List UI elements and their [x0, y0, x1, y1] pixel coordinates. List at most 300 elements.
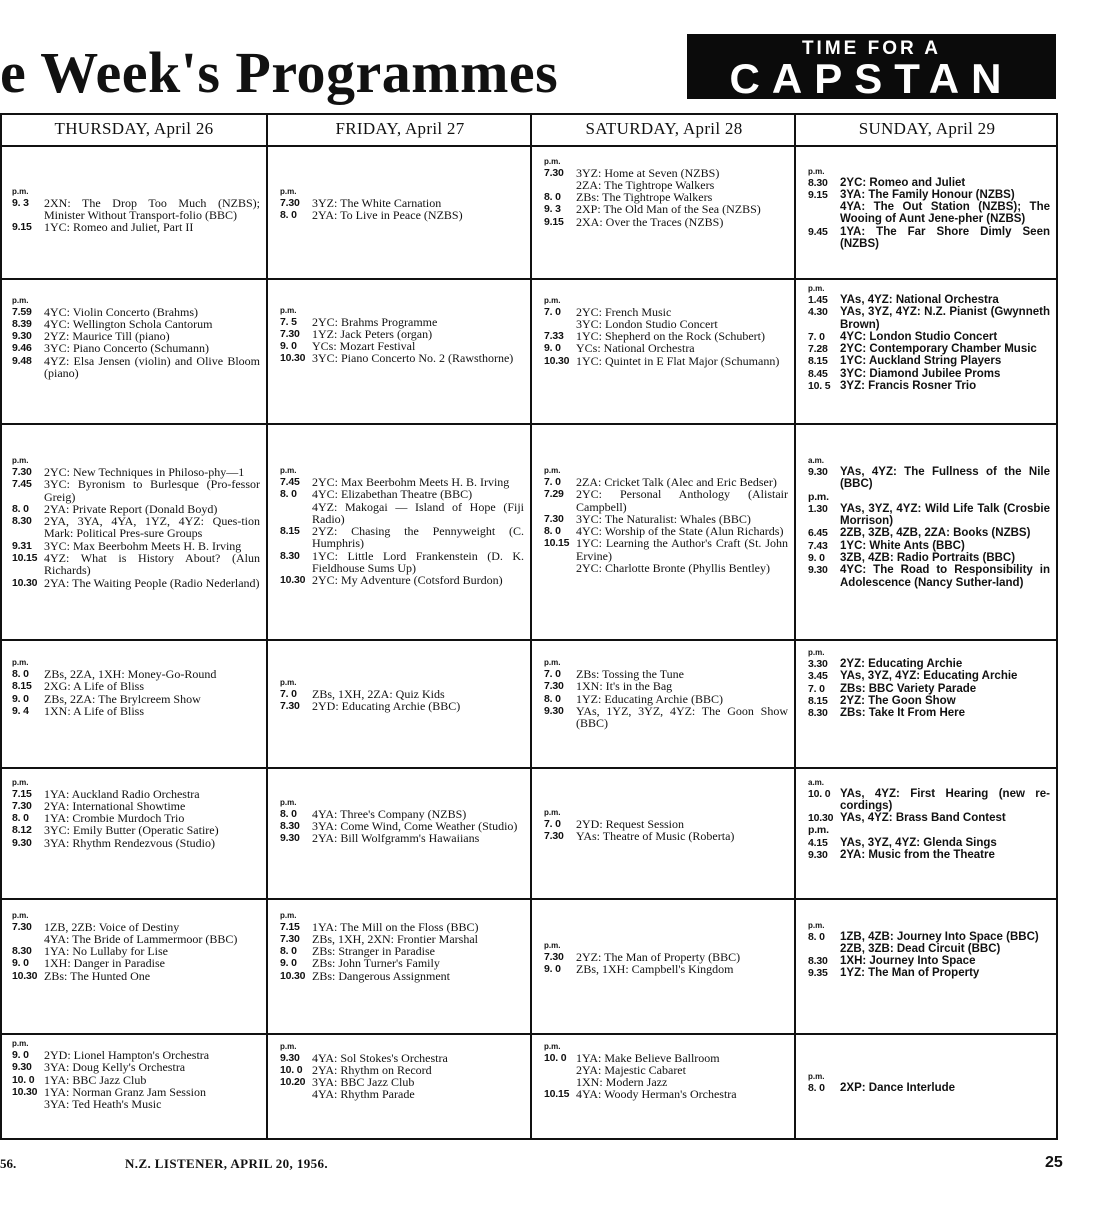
programme-entry [808, 177, 1050, 189]
programme-entry [280, 501, 524, 526]
programme-listing: 2ZA: The Tightrope Walkers [576, 177, 715, 192]
programme-listing: 2YD: Educating Archie (BBC) [312, 699, 461, 714]
programme-entry [280, 1052, 524, 1064]
broadcast-time: 10. 0 [808, 787, 831, 800]
broadcast-time: 4.15 [808, 836, 828, 849]
programme-entry [280, 700, 524, 712]
time-period-label: p.m. [808, 1071, 825, 1081]
broadcast-time: 8. 0 [12, 668, 29, 680]
broadcast-time: 7.15 [280, 920, 300, 933]
broadcast-time: 10.15 [544, 537, 570, 550]
broadcast-time: 9.48 [12, 354, 32, 367]
broadcast-time [544, 318, 576, 330]
programme-entry [808, 306, 1050, 331]
programme-listing: 2XA: Over the Traces (NZBS) [576, 214, 724, 229]
broadcast-time: 7.30 [280, 700, 300, 713]
broadcast-time: 10. 0 [280, 1063, 303, 1076]
broadcast-time: 9.30 [12, 330, 32, 343]
time-period-label: p.m. [544, 156, 561, 166]
broadcast-time: 8. 0 [544, 525, 561, 538]
programme-entry [808, 707, 1050, 719]
row-rule [0, 767, 1058, 769]
programme-listing: YAs, 1YZ, 3YZ, 4YZ: The Goon Show (BBC) [576, 703, 788, 731]
programme-entry [808, 812, 1050, 824]
broadcast-time: 9.30 [544, 704, 564, 717]
programme-cell [280, 678, 524, 713]
programme-listing: 1YC: Shepherd on the Rock (Schubert) [576, 329, 765, 344]
programme-listing: 3YZ: Home at Seven (NZBS) [576, 165, 720, 180]
programme-listing: ZBs, 1XH, 2XN: Frontier Marshal [312, 931, 478, 946]
programme-listing: 2YA: Rhythm on Record [312, 1062, 432, 1077]
broadcast-time: 8.45 [808, 367, 828, 380]
broadcast-time: 7.30 [280, 196, 300, 209]
programme-entry [808, 695, 1050, 707]
programme-entry [544, 306, 788, 318]
programme-listing: 2YA: Private Report (Donald Boyd) [44, 501, 218, 516]
broadcast-time: 9.46 [12, 342, 32, 355]
broadcast-time: 9.30 [12, 836, 32, 849]
broadcast-time [280, 1088, 312, 1100]
programme-listing: YCs: Mozart Festival [312, 339, 416, 354]
broadcast-time [544, 1076, 576, 1088]
time-period-label: p.m. [544, 295, 561, 305]
programme-listing: 1XN: Modern Jazz [576, 1075, 668, 1090]
programme-listing: 2ZA: Cricket Talk (Alec and Eric Bedser) [576, 475, 777, 489]
programme-cell [12, 187, 260, 234]
broadcast-time: 7.45 [12, 478, 32, 491]
programme-listing: 1YZ: Jack Peters (organ) [312, 326, 433, 341]
programme-entry [12, 970, 260, 982]
broadcast-time: 8.39 [12, 317, 32, 330]
programme-entry [544, 562, 788, 574]
programme-entry [12, 306, 260, 318]
row-rule [0, 423, 1058, 425]
time-period-label: p.m. [808, 284, 825, 293]
broadcast-time: 10. 5 [808, 380, 831, 393]
programme-entry [280, 316, 524, 328]
broadcast-time: 9. 3 [544, 203, 561, 216]
programme-listing: YCs: National Orchestra [576, 341, 695, 356]
programme-entry [280, 574, 524, 586]
programme-entry [280, 808, 524, 820]
programme-entry [808, 491, 1050, 503]
programme-listing: 4YA: Rhythm Parade [312, 1087, 415, 1102]
broadcast-time: 3.45 [808, 670, 828, 683]
programme-entry [544, 818, 788, 830]
broadcast-time: 8. 0 [544, 191, 561, 204]
broadcast-time: 7. 0 [808, 682, 825, 695]
programme-listing: 2YA: Bill Wolfgramm's Hawaiians [312, 831, 480, 846]
row-rule [0, 145, 1058, 147]
broadcast-time: 10.30 [808, 812, 834, 825]
time-period-label: p.m. [544, 658, 561, 667]
column-rule [1056, 115, 1058, 1138]
broadcast-time: 1.30 [808, 502, 828, 515]
programme-listing: ZBs, 2ZA: The Brylcreem Show [44, 691, 201, 706]
programme-listing: 2XN: The Drop Too Much (NZBS); Minister Without Transport-folio (BBC) [44, 195, 260, 222]
programme-entry [12, 221, 260, 233]
broadcast-time: 10.30 [280, 574, 306, 587]
programme-listing: 2YC: New Techniques in Philoso-phy—1 [44, 465, 245, 479]
programme-listing: 3YC: Max Beerbohm Meets H. B. Irving [44, 538, 242, 553]
programme-listing: ZBs: Dangerous Assignment [312, 968, 450, 983]
programme-entry [808, 343, 1050, 355]
programme-listing: 1YA: Auckland Radio Orchestra [44, 786, 200, 801]
time-period-label: p.m. [544, 807, 561, 817]
time-period-label: p.m. [12, 295, 29, 305]
broadcast-time: 7. 5 [280, 315, 297, 328]
broadcast-time: 9.35 [808, 967, 828, 980]
programme-listing: 1YC: Learning the Author's Craft (St. John Ervine) [576, 536, 788, 563]
broadcast-time: 8. 0 [280, 208, 297, 221]
row-rule [0, 898, 1058, 900]
broadcast-time: 10.15 [12, 552, 38, 565]
programme-listing: 2ZB, 3ZB: Dead Circuit (BBC) [840, 942, 1001, 955]
broadcast-time: 10.30 [12, 576, 38, 589]
programme-entry [280, 1088, 524, 1100]
programme-entry [12, 921, 260, 933]
programme-listing: 3YA: Ted Heath's Music [44, 1097, 162, 1112]
programme-listing: 3YC: Diamond Jubilee Proms [840, 367, 1001, 380]
programme-listing: 4YA: The Bride of Lammermoor (BBC) [44, 931, 238, 946]
broadcast-time: 8.30 [808, 707, 828, 720]
day-header: FRIDAY, April 27 [335, 119, 465, 138]
time-period-label: a.m. [808, 456, 825, 465]
programme-listing: 1YA: The Far Shore Dimly Seen (NZBS) [840, 225, 1050, 250]
programme-listing: 4YC: Worship of the State (Alun Richards) [576, 524, 784, 539]
broadcast-time: 7.30 [544, 512, 564, 525]
programme-listing: 2YC: Max Beerbohm Meets H. B. Irving [312, 475, 510, 489]
time-period-label: p.m. [808, 166, 825, 176]
programme-entry [280, 488, 524, 500]
broadcast-time: 7. 0 [544, 305, 561, 318]
programme-listing: 2YA: Majestic Cabaret [576, 1062, 686, 1077]
programme-entry [808, 226, 1050, 251]
programme-entry [12, 577, 260, 589]
column-rule [266, 115, 268, 1138]
broadcast-time: 9.31 [12, 539, 32, 552]
broadcast-time: 8.15 [280, 525, 300, 538]
programme-entry [808, 503, 1050, 528]
programme-listing: ZBs: Take It From Here [840, 707, 966, 720]
programme-cell [808, 1072, 1050, 1094]
programme-cell [808, 456, 1050, 589]
broadcast-time: 9. 0 [280, 340, 297, 353]
programme-cell [544, 1042, 788, 1101]
programme-entry [12, 552, 260, 577]
broadcast-time: 8.15 [808, 355, 828, 368]
programme-entry [808, 540, 1050, 552]
programme-entry [544, 705, 788, 730]
programme-listing: YAs, 4YZ: National Orchestra [840, 294, 999, 306]
broadcast-time: 8. 0 [808, 930, 825, 943]
broadcast-time: 8.30 [280, 549, 300, 562]
programme-listing: 2YC: Charlotte Bronte (Phyllis Bentley) [576, 561, 770, 576]
programme-cell [280, 306, 524, 365]
broadcast-time: 9. 0 [808, 552, 825, 565]
programme-listing: 3ZB, 4ZB: Radio Portraits (BBC) [840, 552, 1016, 565]
programme-listing: 2YA: The Waiting People (Radio Nederland) [44, 575, 260, 590]
broadcast-time: 7.28 [808, 343, 828, 356]
programme-entry [280, 525, 524, 550]
programme-cell [544, 296, 788, 367]
time-period-label: p.m. [808, 920, 825, 930]
programme-listing: 1YA: No Lullaby for Lise [44, 944, 168, 959]
broadcast-time: 8.30 [12, 945, 32, 958]
row-rule [0, 639, 1058, 641]
programme-listing: 1YC: White Ants (BBC) [840, 539, 965, 552]
broadcast-time: 7.30 [544, 829, 564, 842]
broadcast-time: 7.30 [544, 950, 564, 963]
broadcast-time: 9. 3 [12, 196, 29, 209]
programme-listing: 4YC: London Studio Concert [840, 330, 998, 343]
programme-entry [280, 957, 524, 969]
programme-cell [12, 658, 260, 717]
programme-entry [808, 837, 1050, 849]
programme-listing: 1YC: Romeo and Juliet, Part II [44, 220, 194, 235]
programme-listing: ZBs, 1XH, 2ZA: Quiz Kids [312, 687, 445, 701]
programme-listing: ZBs: The Hunted One [44, 968, 151, 983]
programme-entry [544, 1052, 788, 1064]
programme-entry [544, 963, 788, 975]
programme-entry [808, 955, 1050, 967]
programme-listing: 2YD: Lionel Hampton's Orchestra [44, 1048, 210, 1062]
time-period-label: p.m. [12, 456, 29, 465]
programme-listing: 4YA: Three's Company (NZBS) [312, 806, 467, 821]
broadcast-time [280, 501, 312, 526]
programme-grid [0, 113, 1058, 1140]
programme-listing: 2XP: Dance Interlude [840, 1081, 956, 1094]
programme-cell [280, 798, 524, 845]
time-period-label: p.m. [12, 658, 29, 667]
broadcast-time: 7.30 [544, 166, 564, 179]
programme-entry [280, 550, 524, 575]
day-header: SUNDAY, April 29 [858, 119, 996, 138]
programme-cell [280, 466, 524, 587]
programme-listing [840, 491, 1050, 503]
broadcast-time: 7.15 [12, 787, 32, 800]
programme-listing: 3YC: Emily Butter (Operatic Satire) [44, 823, 219, 838]
broadcast-time: 10.30 [280, 969, 306, 982]
programme-entry [808, 466, 1050, 491]
programme-listing: 2YZ: Chasing the Pennyweight (C. Humphris) [312, 524, 524, 551]
programme-entry [12, 1098, 260, 1110]
programme-listing: 4YC: Wellington Schola Cantorum [44, 316, 213, 331]
broadcast-time: 7.30 [544, 680, 564, 693]
programme-listing: 1YA: The Mill on the Floss (BBC) [312, 919, 479, 934]
programme-entry [808, 368, 1050, 380]
programme-listing: 1ZB, 2ZB: Voice of Destiny [44, 919, 180, 934]
programme-listing: 1YC: Quintet in E Flat Major (Schumann) [576, 353, 780, 368]
programme-listing: 1YA: Norman Granz Jam Session [44, 1084, 206, 1099]
programme-entry [808, 527, 1050, 539]
programme-cell [12, 456, 260, 589]
broadcast-time: 9.30 [808, 564, 828, 577]
programme-entry [280, 197, 524, 209]
programme-entry [808, 1082, 1050, 1094]
programme-listing: 2YC: My Adventure (Cotsford Burdon) [312, 573, 503, 588]
day-header: THURSDAY, April 26 [54, 119, 214, 138]
programme-entry [280, 970, 524, 982]
time-period-label: p.m. [12, 910, 29, 920]
programme-cell [544, 157, 788, 228]
broadcast-time: 9. 4 [12, 704, 29, 717]
broadcast-time [12, 933, 44, 945]
programme-entry [808, 552, 1050, 564]
broadcast-time: 7.30 [12, 920, 32, 933]
broadcast-time: 10.20 [280, 1076, 306, 1089]
broadcast-time: 9. 0 [280, 957, 297, 970]
programme-listing: 1YZ: The Man of Property [840, 967, 980, 980]
broadcast-time: p.m. [808, 490, 829, 503]
time-period-label: p.m. [12, 186, 29, 196]
programme-listing: 1XN: A Life of Bliss [44, 703, 145, 718]
broadcast-time: 8. 0 [280, 807, 297, 820]
programme-listing: 3YA: The Family Honour (NZBS) [840, 188, 1015, 201]
programme-entry [12, 705, 260, 717]
broadcast-time: 10.30 [544, 354, 570, 367]
programme-entry [12, 824, 260, 836]
programme-listing: 2YC: Personal Anthology (Alistair Campbell) [576, 487, 788, 514]
programme-listing: 4YA: The Out Station (NZBS); The Wooing of Aunt Jene-pher (NZBS) [840, 201, 1050, 226]
programme-entry [544, 342, 788, 354]
broadcast-time: 9.30 [280, 832, 300, 845]
programme-listing: 3YC: Byronism to Burlesque (Pro-fessor Greig) [44, 477, 260, 504]
row-rule [0, 278, 1058, 280]
programme-listing: 1XH: Journey Into Space [840, 955, 976, 968]
programme-entry [544, 355, 788, 367]
programme-listing: 4YC: Elizabethan Theatre (BBC) [312, 487, 473, 502]
broadcast-time: 9.15 [544, 215, 564, 228]
time-period-label: p.m. [280, 186, 297, 196]
programme-cell [544, 941, 788, 976]
programme-listing: YAs: Theatre of Music (Roberta) [576, 828, 735, 843]
programme-listing: 2YC: French Music [576, 304, 672, 319]
programme-entry [280, 209, 524, 221]
programme-listing: 1YA: Crombie Murdoch Trio [44, 811, 185, 826]
broadcast-time: 10.30 [12, 969, 38, 982]
programme-entry [808, 824, 1050, 836]
programme-listing: ZBs, 1XH: Campbell's Kingdom [576, 961, 734, 976]
broadcast-time: 7.30 [12, 799, 32, 812]
broadcast-time: 8. 0 [544, 692, 561, 705]
programme-listing: 2YZ: Educating Archie [840, 658, 963, 670]
previous-page-fragment: 56. [0, 1156, 17, 1171]
column-rule [0, 115, 2, 1138]
broadcast-time: 8.30 [12, 515, 32, 528]
programme-listing: ZBs, 2ZA, 1XH: Money-Go-Round [44, 667, 217, 681]
broadcast-time: 7.30 [12, 466, 32, 478]
programme-entry [12, 478, 260, 503]
programme-entry [12, 342, 260, 354]
programme-listing: YAs, 3YZ, 4YZ: Wild Life Talk (Crosbie Morrison) [840, 502, 1050, 528]
programme-listing: YAs, 4YZ: First Hearing (new re-cordings) [840, 787, 1050, 812]
broadcast-time: 7.30 [280, 327, 300, 340]
time-period-label: p.m. [808, 648, 825, 657]
broadcast-time: 9.30 [12, 1061, 32, 1074]
programme-listing: 1XN: It's in the Bag [576, 679, 673, 694]
programme-entry [12, 1061, 260, 1073]
programme-cell [544, 466, 788, 574]
programme-listing: 3YA: BBC Jazz Club [312, 1075, 415, 1090]
programme-listing: 2YZ: Maurice Till (piano) [44, 329, 170, 344]
broadcast-time: 8. 0 [12, 812, 29, 825]
programme-listing: 3YC: Piano Concerto (Schumann) [44, 341, 209, 356]
broadcast-time: 7. 0 [544, 817, 561, 830]
page-title: e Week's Programmes [0, 40, 559, 105]
programme-entry [12, 837, 260, 849]
programme-listing: 3YZ: The White Carnation [312, 195, 442, 210]
broadcast-time: 4.30 [808, 306, 828, 319]
broadcast-time [544, 179, 576, 191]
programme-listing: YAs, 3YZ, 4YZ: N.Z. Pianist (Gwynneth Brown) [840, 306, 1050, 331]
broadcast-time: 6.45 [808, 527, 828, 540]
programme-entry [544, 537, 788, 562]
programme-entry [12, 515, 260, 540]
programme-listing: 4YZ: Makogai — Island of Hope (Fiji Radio) [312, 499, 524, 526]
broadcast-time: p.m. [808, 824, 829, 837]
programme-listing: YAs, 4YZ: Brass Band Contest [840, 812, 1006, 825]
time-period-label: p.m. [280, 466, 297, 475]
programme-listing: 4YA: Sol Stokes's Orchestra [312, 1050, 448, 1065]
issue-line: N.Z. LISTENER, APRIL 20, 1956. [125, 1156, 329, 1171]
broadcast-time [12, 1098, 44, 1110]
programme-listing: 4YA: Woody Herman's Orchestra [576, 1087, 737, 1102]
programme-cell [12, 1039, 260, 1110]
programme-listing: ZBs: BBC Variety Parade [840, 682, 977, 695]
programme-listing: 2YD: Request Session [576, 816, 684, 831]
programme-entry [544, 167, 788, 179]
programme-entry [544, 830, 788, 842]
programme-entry [808, 380, 1050, 392]
programme-cell [544, 658, 788, 729]
programme-cell [280, 911, 524, 982]
time-period-label: p.m. [544, 940, 561, 950]
day-header: SATURDAY, April 28 [585, 119, 743, 138]
broadcast-time: 3.30 [808, 658, 828, 670]
programme-cell [280, 1042, 524, 1101]
programme-listing: 1YZ: Educating Archie (BBC) [576, 691, 723, 706]
programme-entry [12, 355, 260, 380]
programme-entry [280, 832, 524, 844]
programme-listing: 1YA: Make Believe Ballroom [576, 1050, 720, 1065]
programme-entry [808, 967, 1050, 979]
column-rule [530, 115, 532, 1138]
programme-entry [544, 203, 788, 215]
programme-cell [544, 808, 788, 843]
broadcast-time: 9.15 [808, 188, 828, 201]
programme-listing: 2YZ: The Man of Property (BBC) [576, 949, 741, 964]
programme-cell [280, 187, 524, 222]
programme-listing: 3YC: London Studio Concert [576, 316, 718, 331]
programme-entry [808, 943, 1050, 955]
programme-listing: ZBs: Tossing the Tune [576, 667, 684, 681]
programme-listing: 2YC: Romeo and Juliet [840, 176, 966, 189]
broadcast-time: 8.12 [12, 824, 32, 837]
time-period-label: p.m. [12, 777, 29, 787]
programme-listing: 2YA, 3YA, 4YA, 1YZ, 4YZ: Ques-tion Mark: Political Pres-sure Groups [44, 514, 260, 541]
programme-listing: YAs, 3YZ, 4YZ: Glenda Sings [840, 836, 997, 849]
column-rule [794, 115, 796, 1138]
programme-listing: 3YA: Rhythm Rendezvous (Studio) [44, 835, 215, 850]
advert-brand: CAPSTAN [729, 55, 1014, 102]
programme-listing: 1YC: Auckland String Players [840, 355, 1002, 368]
programme-entry [808, 670, 1050, 682]
broadcast-time [808, 201, 840, 226]
broadcast-time: 9.15 [12, 221, 32, 234]
programme-entry [544, 680, 788, 692]
programme-cell [12, 296, 260, 380]
